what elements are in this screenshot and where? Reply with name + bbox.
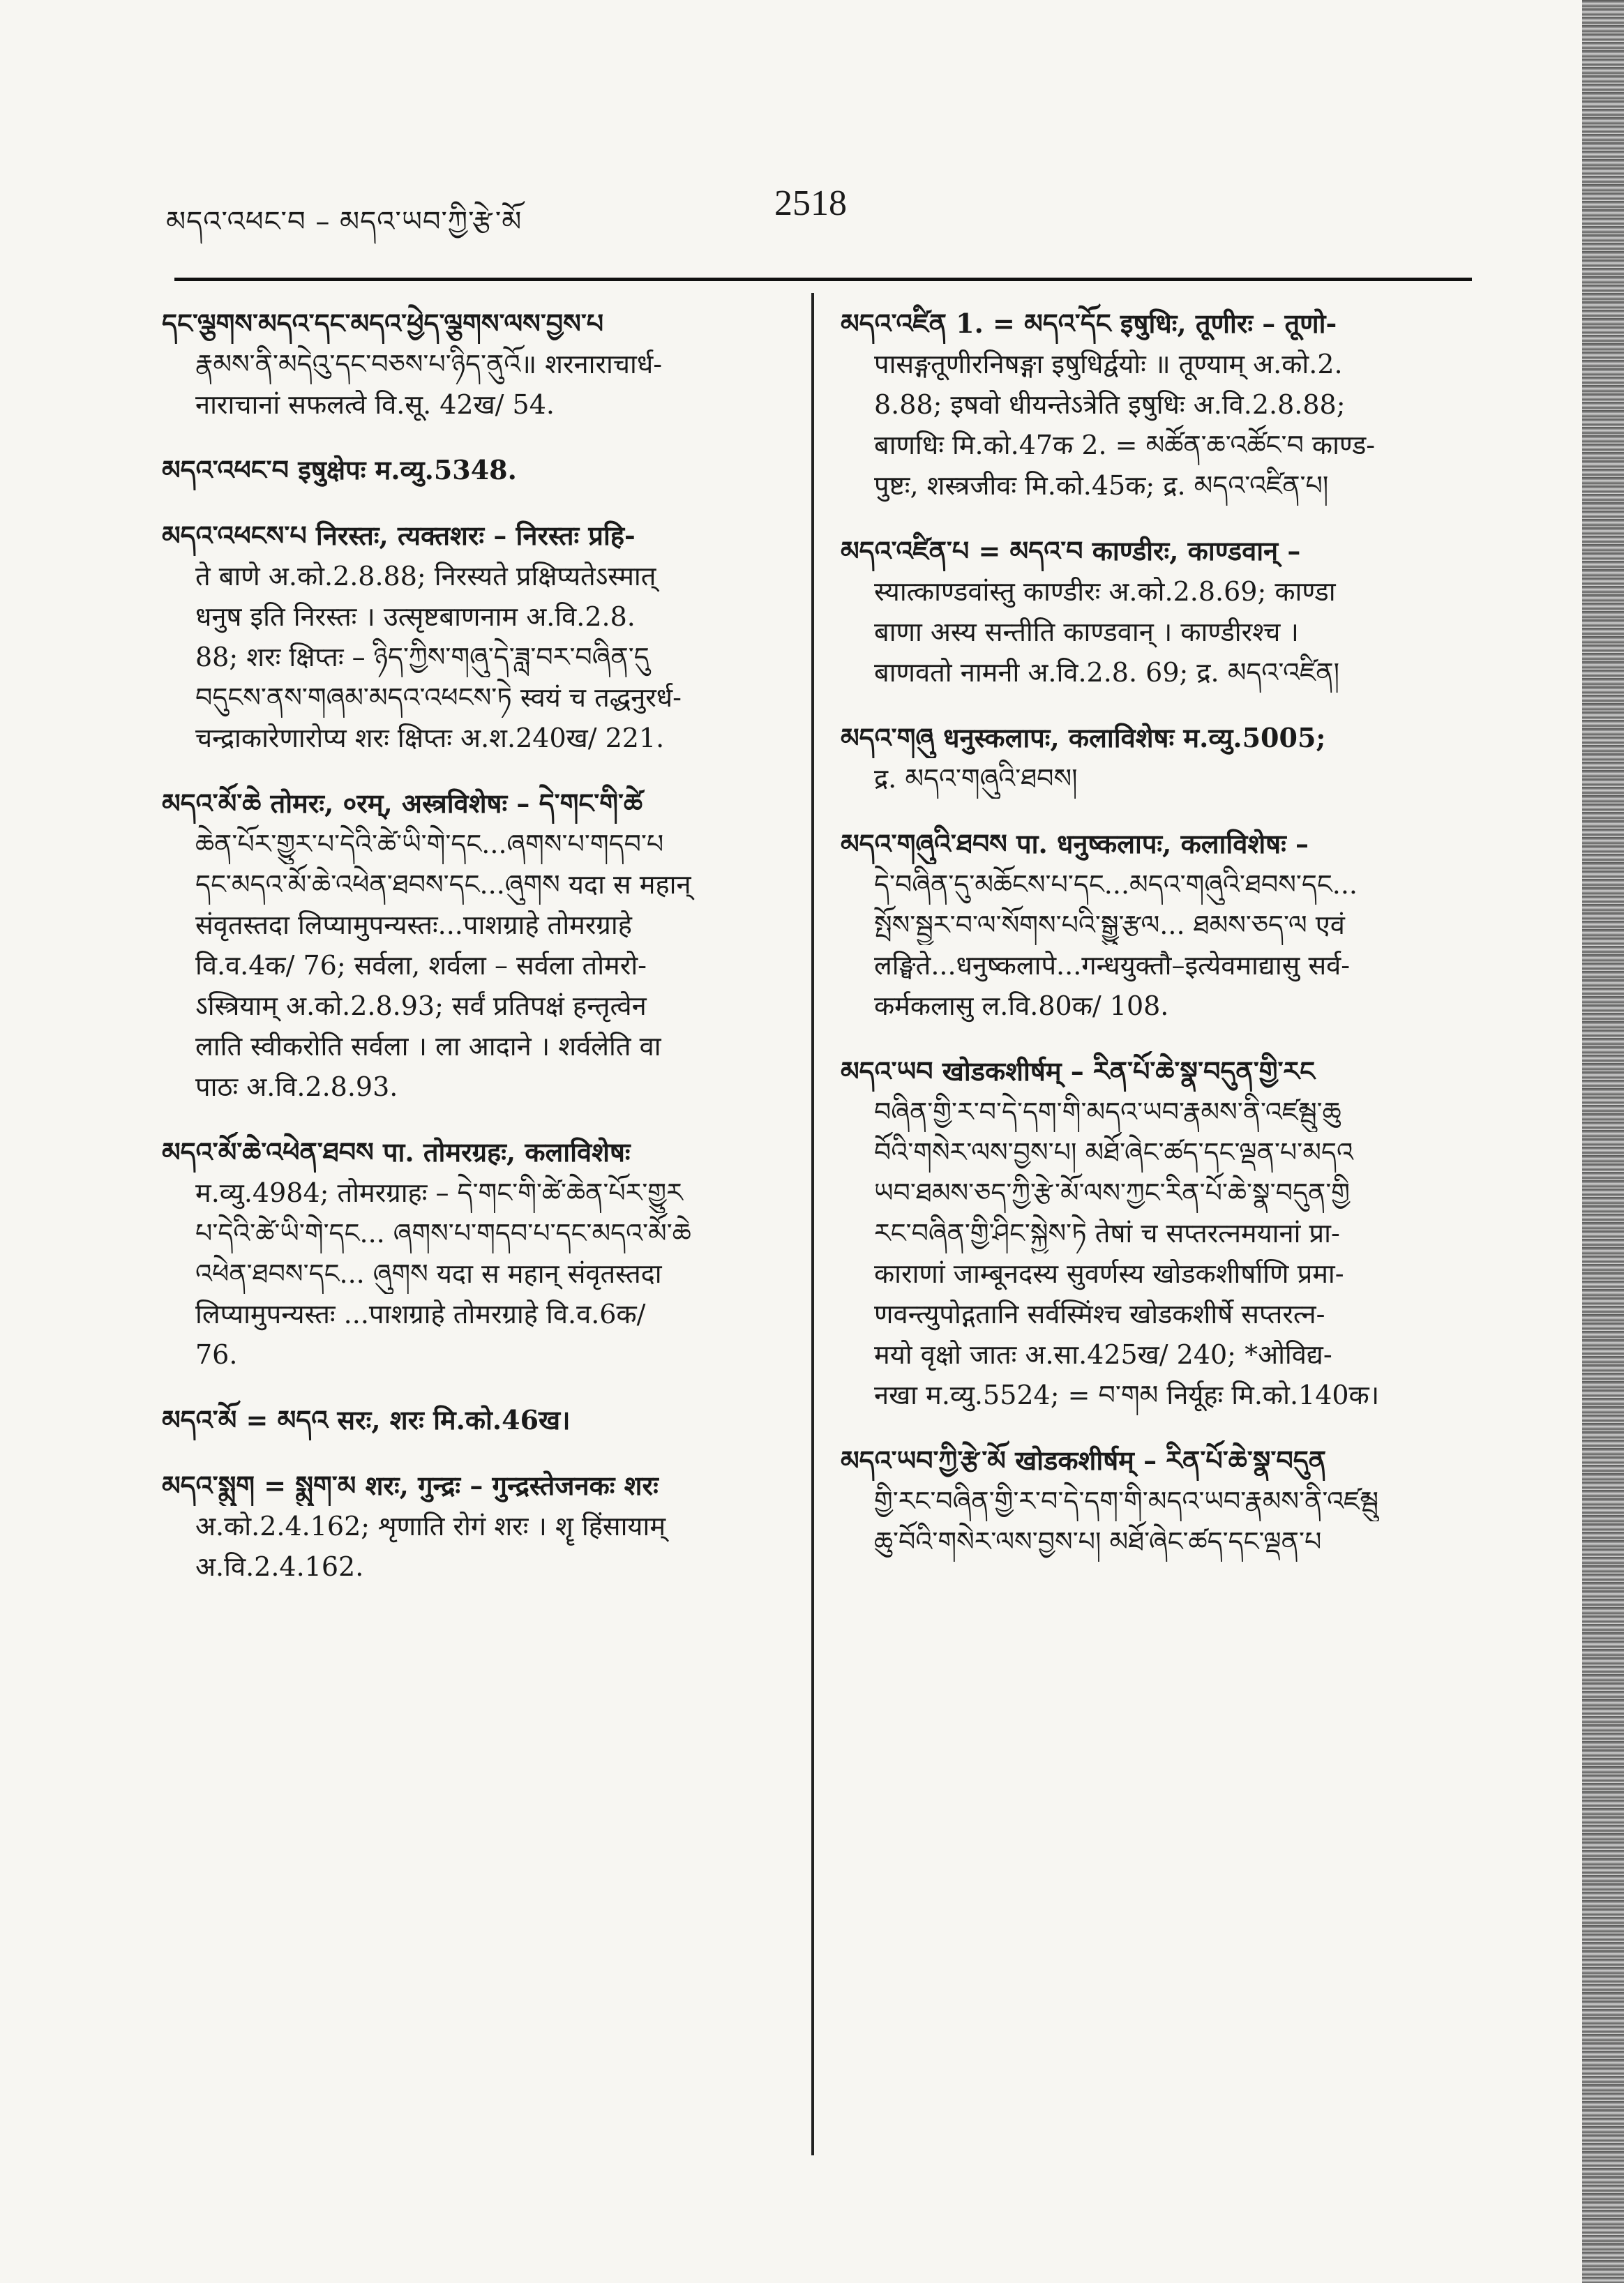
- dictionary-entry: [162, 1132, 790, 1375]
- entry-text-line: अ.को.2.4.162; शृणाति रोगं शरः । शॄ हिंसायाम्: [195, 1511, 666, 1542]
- dictionary-entry: [162, 1466, 790, 1587]
- entry-headword-line: མདའ་འཕང་བ इषुक्षेपः म.व्यु.5348.: [162, 454, 517, 485]
- entry-headword-line: མདའ་ཡབ་ཀྱི་རྩེ་མོ खोडकशीर्षम् – རིན་པོ་ཆེ་སྣ་བདུན: [841, 1445, 1327, 1476]
- entry-headword-line: མདའ་ཡབ खोडकशीर्षम् – རིན་པོ་ཆེ་སྣ་བདུན་གྱི་རང: [841, 1055, 1316, 1087]
- entry-text-line: བཞིན་གྱི་ར་བ་དེ་དག་གི་མདའ་ཡབ་རྣམས་ནི་འཛམྦུ་ཆུ: [874, 1097, 1341, 1127]
- entry-text-line: कर्मकलासु ल.वि.80क/ 108.: [874, 990, 1169, 1021]
- page-number: 2518: [774, 183, 847, 223]
- entry-text-line: पासङ्गतूणीरनिषङ्गा इषुधिर्द्वयोः ॥ तूण्याम् अ.को.2.: [874, 349, 1343, 379]
- entry-text-line: लङ्घिते...धनुष्कलापे...गन्धयुक्तौ–इत्येवमाद्यासु सर्व-: [874, 950, 1351, 981]
- entry-headword-line: མདའ་མོ་ཆེ་འཕེན་ཐབས पा. तोमरग्रहः, कलाविशेषः: [162, 1136, 631, 1168]
- entry-text-line: द्र. མདའ་གཞུའི་ཐབས།: [874, 763, 1078, 794]
- entry-text-line: स्यात्काण्डवांस्तु काण्डीरः अ.को.2.8.69; काण्डा: [874, 576, 1336, 607]
- dictionary-entry: [162, 515, 790, 758]
- dictionary-entry: [162, 783, 790, 1107]
- dictionary-entry: [841, 303, 1454, 506]
- entry-text-line: 88; शरः क्षिप्तः – ཉིད་ཀྱིས་གཞུ་དེ་ཟླ་བར་བཞིན་དུ: [195, 642, 649, 672]
- entry-text-line: काराणां जाम्बूनदस्य सुवर्णस्य खोडकशीर्षाणि प्रमा-: [874, 1258, 1344, 1289]
- entry-text-line: बाणधिः मि.को.47क 2. = མཚོན་ཆ་འཚོང་བ काण्ड-: [874, 430, 1376, 460]
- entry-headword-line: མདའ་སྨུག = སྨུག་མ शरः, गुन्द्रः – गुन्द्रस्तेजनकः शरः: [162, 1470, 659, 1501]
- entry-headword-line: མདའ་འཛིན་པ = མདའ་བ काण्डीरः, काण्डवान् –: [841, 535, 1301, 566]
- entry-text-line: 8.88; इषवो धीयन्तेऽत्रेति इषुधिः अ.वि.2.8.88;: [874, 389, 1346, 420]
- entry-text-line: पाठः अ.वि.2.8.93.: [195, 1071, 398, 1102]
- header-rule: [174, 278, 1472, 281]
- dictionary-entry: [841, 1051, 1454, 1415]
- entry-headword-line: མདའ་མོ = མདའ सरः, शरः मि.को.46ख।: [162, 1404, 571, 1436]
- entry-text-line: धनुष इति निरस्तः । उत्सृष्टबाणनाम अ.वि.2.8.: [195, 601, 636, 632]
- entry-text-line: वि.व.4क/ 76; सर्वला, शर्वला – सर्वला तोमरो-: [195, 950, 647, 981]
- entry-text-line: ཆེན་པོར་གྱུར་པ་དེའི་ཚེ་ཡི་གེ་དང...ཞགས་པ་གདབ་པ: [195, 829, 664, 859]
- entry-text-line: པ་དེའི་ཚེ་ཡི་གེ་དང... ཞགས་པ་གདབ་པ་དང་མདའ་མོ་ཆེ: [195, 1218, 691, 1249]
- entry-text-line: གྱི་རང་བཞིན་གྱི་ར་བ་དེ་དག་གི་མདའ་ཡབ་རྣམས་ནི་འཛམྦུ: [874, 1486, 1378, 1516]
- running-title: མདའ་འཕང་བ – མདའ་ཡབ་ཀྱི་རྩེ་མོ: [166, 206, 522, 238]
- entry-headword-line: མདའ་འཕངས་པ निरस्तः, त्यक्तशरः – निरस्तः प्रहि-: [162, 520, 636, 551]
- entry-text-line: རྣམས་ནི་མདེའུ་དང་བཅས་པ་ཉིད་ནུའོ॥ शरनाराचार्ध-: [195, 349, 663, 379]
- entry-text-line: བདུངས་ནས་གཞམ་མདའ་འཕངས་ཏེ स्वयं च तद्धनुरर्ध-: [195, 682, 682, 713]
- entry-headword-line: མདའ་གཞུ धनुस्कलापः, कलाविशेषः म.व्यु.5005;: [841, 722, 1326, 753]
- dictionary-entry: [841, 531, 1454, 693]
- entry-text-line: णवन्त्युपोद्गतानि सर्वस्मिंश्च खोडकशीर्षे सप्तरत्न-: [874, 1299, 1325, 1329]
- entry-text-line: ते बाणे अ.को.2.8.88; निरस्यते प्रक्षिप्यतेऽस्मात्: [195, 561, 656, 592]
- dictionary-entry: [841, 1440, 1454, 1562]
- column-divider: [811, 293, 814, 2155]
- book-binding-edge: [1582, 0, 1624, 2283]
- entry-text-line: पुष्टः, शस्त्रजीवः मि.को.45क; द्र. མདའ་འཛིན་པ།: [874, 470, 1329, 501]
- entry-headword-line: མདའ་གཞུའི་ཐབས पा. धनुष्कलापः, कलाविशेषः –: [841, 828, 1309, 859]
- dictionary-entry: [162, 1400, 790, 1440]
- entry-text-line: ཆུ་བོའི་གསེར་ལས་བྱས་པ། མཐོ་ཞེང་ཚད་དང་ལྡན་པ: [874, 1526, 1322, 1557]
- right-column: [841, 303, 1454, 1587]
- entry-text-line: 76.: [195, 1339, 238, 1370]
- entry-text-line: ཡབ་ཐམས་ཅད་ཀྱི་རྩེ་མོ་ལས་ཀྱང་རིན་པོ་ཆེ་སྣ་བདུན་གྱི: [874, 1177, 1351, 1208]
- entry-text-line: म.व्यु.4984; तोमरग्राहः – དེ་གང་གི་ཚེ་ཆེན་པོར་གྱུར: [195, 1177, 683, 1208]
- entry-text-line: मयो वृक्षो जातः अ.सा.425ख/ 240; *ओविद्य-: [874, 1339, 1332, 1370]
- dictionary-entry: [841, 718, 1454, 799]
- entry-text-line: སྤོས་སྦྱར་བ་ལ་སོགས་པའི་སྒྱུ་རྩལ... ཐམས་ཅད་ལ एवं: [874, 910, 1345, 940]
- entry-text-line: འཕེན་ཐབས་དང... ཞུགས यदा स महान् संवृतस्तदा: [195, 1258, 662, 1289]
- entry-text-line: बाणवतो नामनी अ.वि.2.8. 69; द्र. མདའ་འཛིན།: [874, 657, 1340, 688]
- entry-text-line: संवृतस्तदा लिप्यामुपन्यस्तः...पाशग्राहे तोमरग्राहे: [195, 910, 632, 940]
- dictionary-entry: [162, 450, 790, 490]
- entry-text-line: लाति स्वीकरोति सर्वला । ला आदाने । शर्वलेति वा: [195, 1031, 661, 1062]
- entry-text-line: नाराचानां सफलत्वे वि.सू. 42ख/ 54.: [195, 389, 555, 420]
- entry-headword-line: མདའ་འཛིན 1. = མདའ་དོང इषुधिः, तूणीरः – तूणो-: [841, 308, 1337, 339]
- entry-headword-line: མདའ་མོ་ཆེ तोमरः, ०रम्, अस्त्रविशेषः – དེ་གང་གི་ཚེ: [162, 788, 643, 819]
- entry-headword-line: དང་ལྕགས་མདའ་དང་མདའ་ཕྱེད་ལྕགས་ལས་བྱས་པ: [162, 308, 604, 339]
- dictionary-entry: [162, 303, 790, 425]
- entry-text-line: དེ་བཞིན་དུ་མཆོངས་པ་དང...མདའ་གཞུའི་ཐབས་དང...: [874, 869, 1358, 900]
- entry-text-line: लिप्यामुपन्यस्तः ...पाशग्राहे तोमरग्राहे वि.व.6क/: [195, 1299, 646, 1329]
- entry-text-line: བོའི་གསེར་ལས་བྱས་པ། མཐོ་ཞེང་ཚད་དང་ལྡན་པ་མདའ: [874, 1137, 1353, 1168]
- left-column: [162, 303, 790, 1612]
- dictionary-entry: [841, 824, 1454, 1026]
- entry-text-line: དང་མདའ་མོ་ཆེ་འཕེན་ཐབས་དང...ཞུགས यदा स महान्: [195, 869, 691, 900]
- entry-text-line: चन्द्राकारेणारोप्य शरः क्षिप्तः अ.श.240ख/ 221.: [195, 723, 665, 753]
- entry-text-line: बाणा अस्य सन्तीति काण्डवान् । काण्डीरश्च ।: [874, 617, 1299, 647]
- entry-text-line: རང་བཞིན་གྱི་ཤིང་སྐྱེས་ཏེ तेषां च सप्तरत्नमयानां प्रा-: [874, 1218, 1340, 1249]
- entry-text-line: ऽस्त्रियाम् अ.को.2.8.93; सर्वं प्रतिपक्षं हन्तृत्वेन: [195, 990, 647, 1021]
- entry-text-line: अ.वि.2.4.162.: [195, 1551, 364, 1582]
- entry-text-line: नखा म.व्यु.5524; = བ་གམ निर्यूहः मि.को.140क।: [874, 1380, 1380, 1410]
